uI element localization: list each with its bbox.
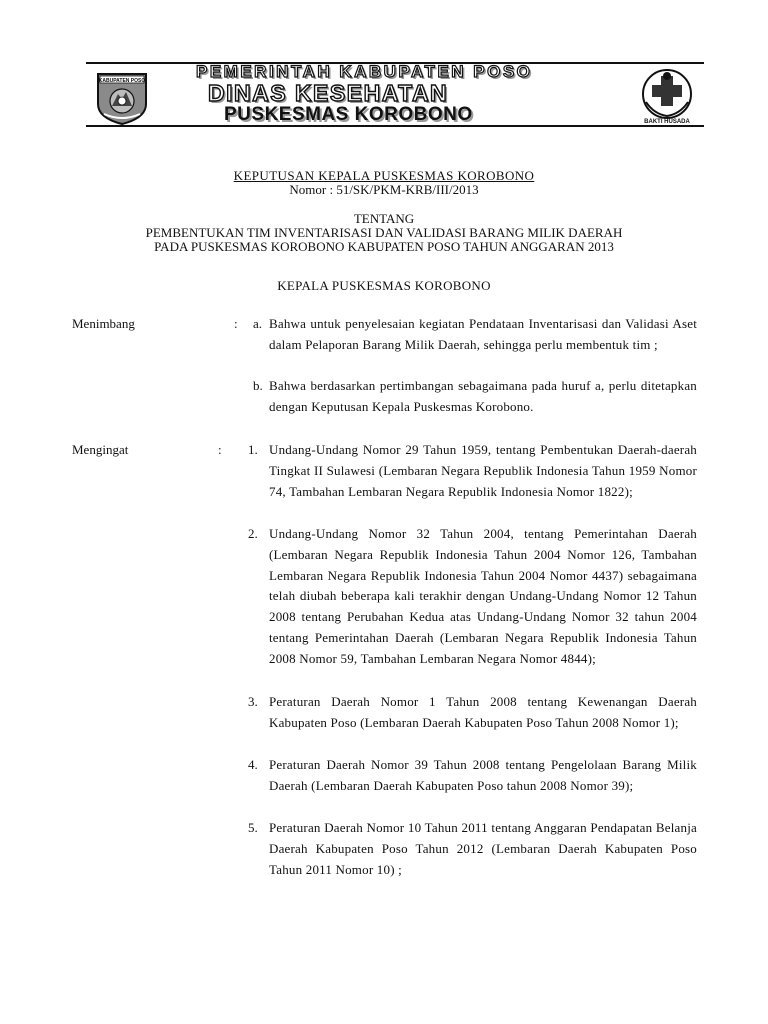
tentang-heading: TENTANG [353,211,415,226]
mengingat-label: Mengingat [72,442,129,457]
right-logo-label: BAKTI HUSADA [644,119,690,125]
letterhead-agency: DINAS KESEHATAN [208,80,449,106]
mengingat-item-3: Peraturan Daerah Nomor 1 Tahun 2008 tentang Kewenangan Daerah Kabupaten Poso (Lembaran Daerah Kabupaten Poso Tahun 2008 Nomor 1); [269,694,697,730]
mengingat-marker-3: 3. [248,694,258,709]
letterhead-unit: PUSKESMAS KOROBONO [224,104,473,125]
menimbang-marker-a: a. [253,316,263,331]
mengingat-item-5: Peraturan Daerah Nomor 10 Tahun 2011 tentang Anggaran Pendapatan Belanja Daerah Kabupaten Poso Tahun 2012 (Lembaran Daerah Kabupaten Poso Tahun 2011 Nomor 10) ; [269,820,697,877]
official-heading: KEPALA PUSKESMAS KOROBONO [277,278,491,293]
mengingat-item-1: Undang-Undang Nomor 29 Tahun 1959, tentang Pembentukan Daerah-daerah Tingkat II Sulawesi (Lembaran Negara Republik Indonesia Tahun 1959 Nomor 74, Tambahan Lembaran Negara Republik Indonesia Nomor 1822); [269,442,697,499]
mengingat-marker-4: 4. [248,757,258,772]
kabupaten-poso-emblem-icon [94,68,150,126]
menimbang-item-b: Bahwa berdasarkan pertimbangan sebagaimana pada huruf a, perlu ditetapkan dengan Keputusan Kepala Puskesmas Korobono. [269,378,697,414]
menimbang-item-a: Bahwa untuk penyelesaian kegiatan Pendataan Inventarisasi dan Validasi Aset dalam Pelaporan Barang Milik Daerah, sehingga perlu membentuk tim ; [269,316,697,352]
letterhead [86,62,704,126]
bakti-husada-logo-icon [634,66,700,126]
letterhead-government: PEMERINTAH KABUPATEN POSO [196,62,533,81]
menimbang-label: Menimbang [72,316,135,331]
menimbang-colon: : [234,316,238,331]
decision-number: Nomor : 51/SK/PKM-KRB/III/2013 [289,182,479,197]
mengingat-marker-5: 5. [248,820,258,835]
mengingat-item-2: Undang-Undang Nomor 32 Tahun 2004, tentang Pemerintahan Daerah (Lembaran Negara Republik Indonesia Tahun 2004 Nomor 126, Tambahan Lembaran Negara Republik Indonesia Tahun 2004 Nomor 4437) sebagaimana telah diubah beberapa kali terakhir dengan Undang-Undang Nomor 12 Tahun 2008 tentang Perubahan Kedua atas Undang-Undang Nomor 32 tahun 2004 tentang Pemerintahan Daerah (Lembaran Negara Republik Indonesia Tahun 2008 Nomor 59, Tambahan Lembaran Negara Nomor 4844); [269,526,697,666]
menimbang-marker-b: b. [253,378,263,393]
mengingat-item-4: Peraturan Daerah Nomor 39 Tahun 2008 tentang Pengelolaan Barang Milik Daerah (Lembaran Daerah Kabupaten Poso tahun 2008 Nomor 39); [269,757,697,793]
mengingat-marker-2: 2. [248,526,258,541]
subject-line-1: PEMBENTUKAN TIM INVENTARISASI DAN VALIDASI BARANG MILIK DAERAH [145,225,623,240]
left-logo-label: KABUPATEN POSO [98,77,146,84]
subject-line-2: PADA PUSKESMAS KOROBONO KABUPATEN POSO TAHUN ANGGARAN 2013 [154,239,614,254]
decision-title: KEPUTUSAN KEPALA PUSKESMAS KOROBONO [233,168,535,183]
mengingat-marker-1: 1. [248,442,258,457]
mengingat-colon: : [218,442,222,457]
